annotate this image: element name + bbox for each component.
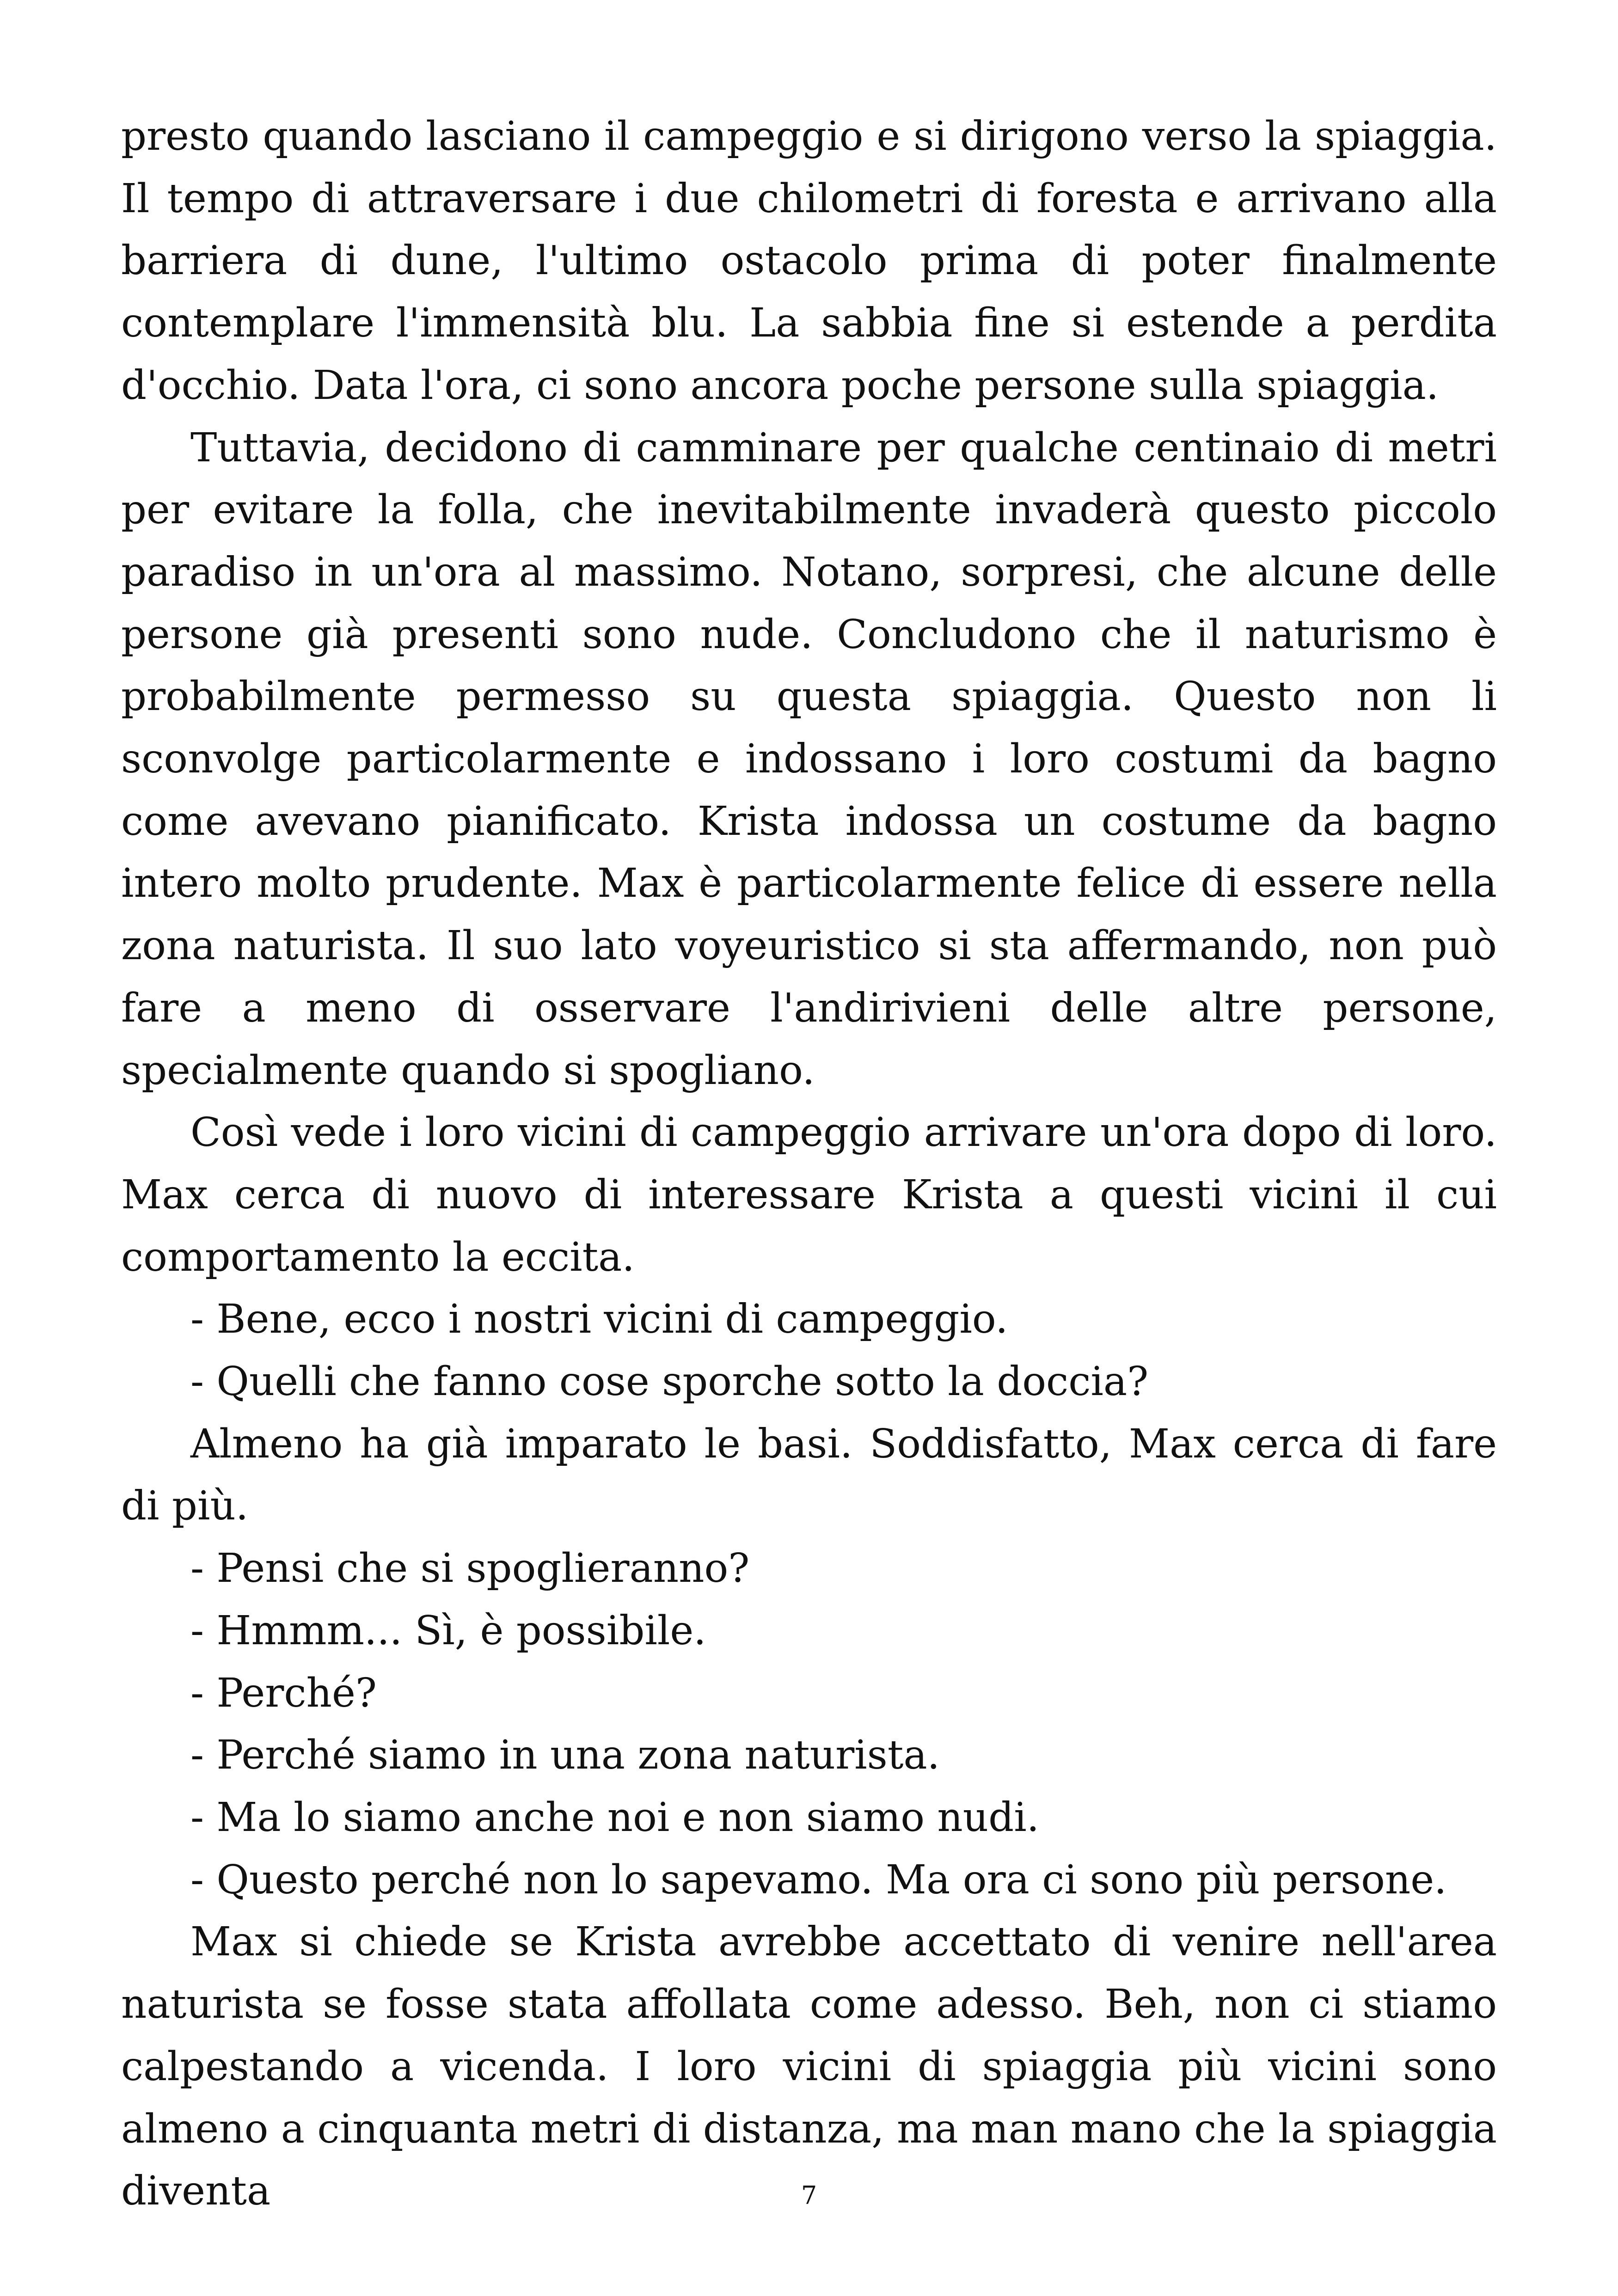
dialogue-line-5: - Perché?: [190, 1670, 377, 1716]
body-text: [121, 105, 1497, 2223]
paragraph-5: Max si chiede se Krista avrebbe accettato di venire nell'area naturista se fosse stata affollata come adesso. Beh, non ci stiamo calpestando a vicenda. I loro vicini di spiaggia più vicini sono almeno a cinquanta metri di distanza, ma man mano che la spiaggia diventa: [121, 1919, 1497, 2215]
paragraph-1: presto quando lasciano il campeggio e si dirigono verso la spiaggia. Il tempo di attraversare i due chilometri di foresta e arrivano alla barriera di dune, l'ultimo ostacolo prima di poter finalmente contemplare l'immensità blu. La sabbia fine si estende a perdita d'occhio. Data l'ora, ci sono ancora poche persone sulla spiaggia.: [121, 113, 1497, 409]
dialogue-line-6: - Perché siamo in una zona naturista.: [190, 1732, 940, 1779]
page-number: 7: [801, 2181, 817, 2210]
paragraph-3: Così vede i loro vicini di campeggio arrivare un'ora dopo di loro. Max cerca di nuovo di interessare Krista a questi vicini il cui comportamento la eccita.: [121, 1109, 1497, 1280]
dialogue-line-1: - Bene, ecco i nostri vicini di campeggio.: [190, 1296, 1008, 1343]
dialogue-line-8: - Questo perché non lo sapevamo. Ma ora ci sono più persone.: [190, 1856, 1447, 1903]
dialogue-line-7: - Ma lo siamo anche noi e non siamo nudi.: [190, 1794, 1040, 1841]
dialogue-line-3: - Pensi che si spoglieranno?: [190, 1545, 750, 1592]
dialogue-line-4: - Hmmm... Sì, è possibile.: [190, 1607, 706, 1654]
dialogue-line-2: - Quelli che fanno cose sporche sotto la doccia?: [190, 1359, 1149, 1405]
paragraph-4: Almeno ha già imparato le basi. Soddisfatto, Max cerca di fare di più.: [121, 1420, 1497, 1530]
paragraph-2: Tuttavia, decidono di camminare per qualche centinaio di metri per evitare la folla, che inevitabilmente invaderà questo piccolo paradiso in un'ora al massimo. Notano, sorpresi, che alcune delle persone già presenti sono nude. Concludono che il naturismo è probabilmente permesso su questa spiaggia. Questo non li sconvolge particolarmente e indossano i loro costumi da bagno come avevano pianificato. Krista indossa un costume da bagno intero molto prudente. Max è particolarmente felice di essere nella zona naturista. Il suo lato voyeuristico si sta affermando, non può fare a meno di osservare l'andirivieni delle altre persone, specialmente quando si spogliano.: [121, 424, 1497, 1094]
